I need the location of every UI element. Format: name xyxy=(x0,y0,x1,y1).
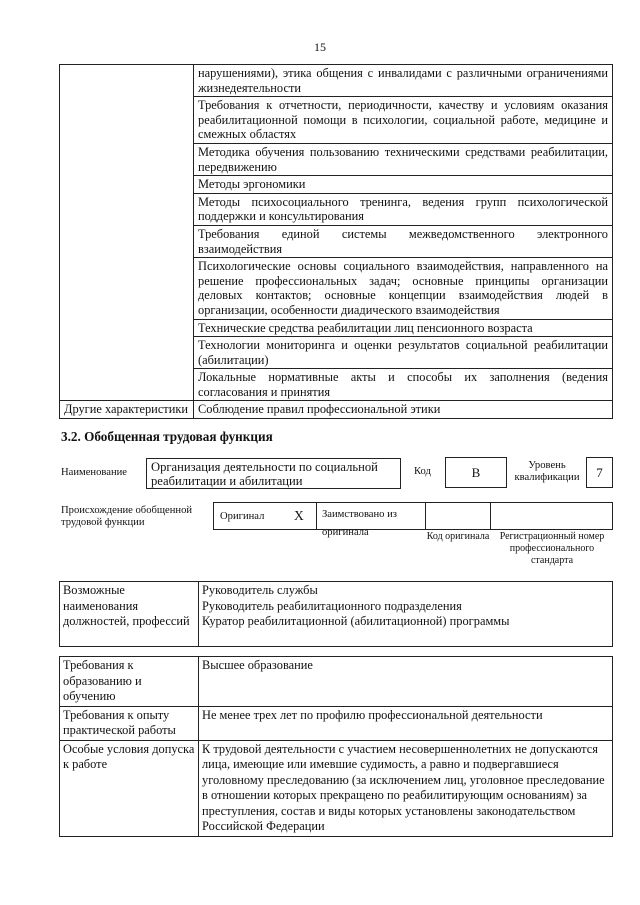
table-row xyxy=(60,337,613,369)
requirement-value: Высшее образование xyxy=(199,657,613,707)
table-row xyxy=(60,401,613,419)
reg-number-box xyxy=(490,502,613,530)
table-cell-right: Методика обучения пользованию техническими средствами реабилитации, передвижению xyxy=(194,143,613,175)
code-original-label: Код оригинала xyxy=(426,531,490,542)
level-value-box xyxy=(586,457,613,488)
requirements-table xyxy=(59,656,613,837)
table-cell-right: Методы психосоциального тренинга, ведения групп психологической поддержки и консультирования xyxy=(194,193,613,225)
positions-label: Возможные наименования должностей, профессий xyxy=(60,582,199,647)
table-cell-right: Требования единой системы межведомственного электронного взаимодействия xyxy=(194,225,613,257)
original-box xyxy=(213,502,317,530)
table-row xyxy=(60,657,613,707)
requirement-label: Особые условия допуска к работе xyxy=(60,740,199,836)
code-label: Код xyxy=(414,466,431,477)
origin-label: Происхождение обобщенной трудовой функции xyxy=(61,505,193,528)
table-cell-left xyxy=(60,193,194,225)
table-row xyxy=(60,369,613,401)
original-mark: X xyxy=(294,508,304,523)
table-cell-right: Технические средства реабилитации лиц пенсионного возраста xyxy=(194,319,613,337)
function-name-value: Организация деятельности по социальной реабилитации и абилитации xyxy=(151,460,378,488)
table-row xyxy=(60,65,613,97)
position-item: Руководитель службы xyxy=(202,583,318,597)
code-value-box xyxy=(445,457,507,488)
page-number: 15 xyxy=(314,40,326,54)
requirement-value: К трудовой деятельности с участием несовершеннолетних не допускаются лица, имеющие или имевшие судимость, а равно и подвергавшиеся уголовному преследованию (за исключением лиц, уголовное преследование в отношении которых прекращено по реабилитирующим основаниям) за преступления, состав и виды которых установлены законодательством Российской Федерации xyxy=(199,740,613,836)
name-label: Наименование xyxy=(61,467,127,478)
table-row xyxy=(60,225,613,257)
table-cell-right: Локальные нормативные акты и способы их заполнения (ведения согласования и принятия xyxy=(194,369,613,401)
level-label: Уровень квалификации xyxy=(514,460,580,483)
table-cell-left xyxy=(60,176,194,194)
requirement-value: Не менее трех лет по профилю профессиональной деятельности xyxy=(199,706,613,740)
knowledge-table xyxy=(59,64,613,419)
code-value: B xyxy=(471,465,481,480)
table-cell-left xyxy=(60,143,194,175)
table-row xyxy=(60,319,613,337)
positions-table xyxy=(59,581,613,647)
table-row xyxy=(60,582,613,647)
table-cell-left xyxy=(60,258,194,319)
table-cell-left xyxy=(60,97,194,144)
requirement-label: Требования к опыту практической работы xyxy=(60,706,199,740)
borrowed-box xyxy=(316,502,426,538)
table-cell-left xyxy=(60,337,194,369)
table-row xyxy=(60,193,613,225)
requirement-label: Требования к образованию и обучению xyxy=(60,657,199,707)
code-original-box xyxy=(425,502,491,530)
function-name-box xyxy=(146,458,401,489)
borrowed-label: Заимствовано из оригинала xyxy=(322,509,397,538)
table-cell-right: Методы эргономики xyxy=(194,176,613,194)
table-cell-right: Психологические основы социального взаимодействия, направленного на решение профессиональных задач; основные принципы организации деловых контактов; основные концепции взаимодействия людей в организации, особенности диадического взаимодействия xyxy=(194,258,613,319)
table-row xyxy=(60,143,613,175)
table-cell-right: Технологии мониторинга и оценки результатов социальной реабилитации (абилитации) xyxy=(194,337,613,369)
table-cell-left xyxy=(60,369,194,401)
table-cell-left: Другие характеристики xyxy=(60,401,194,419)
level-value: 7 xyxy=(596,465,603,480)
table-row xyxy=(60,97,613,144)
table-row xyxy=(60,176,613,194)
section-title: 3.2. Обобщенная трудовая функция xyxy=(61,429,273,444)
table-cell-right: нарушениями), этика общения с инвалидами с различными ограничениями жизнедеятельности xyxy=(194,65,613,97)
position-item: Руководитель реабилитационного подразделения xyxy=(202,598,462,613)
table-cell-left xyxy=(60,65,194,97)
table-cell-left xyxy=(60,225,194,257)
original-label: Оригинал xyxy=(220,511,265,522)
reg-number-label: Регистрационный номер профессионального стандарта xyxy=(499,531,605,566)
table-cell-right: Соблюдение правил профессиональной этики xyxy=(194,401,613,419)
table-row xyxy=(60,740,613,836)
positions-cell xyxy=(199,582,613,647)
table-row xyxy=(60,258,613,319)
table-cell-left xyxy=(60,319,194,337)
position-item: Куратор реабилитационной (абилитационной) программы xyxy=(202,614,510,628)
table-cell-right: Требования к отчетности, периодичности, качеству и условиям оказания реабилитационной помощи в психологии, социальной работе, медицине и смежных областях xyxy=(194,97,613,144)
table-row xyxy=(60,706,613,740)
